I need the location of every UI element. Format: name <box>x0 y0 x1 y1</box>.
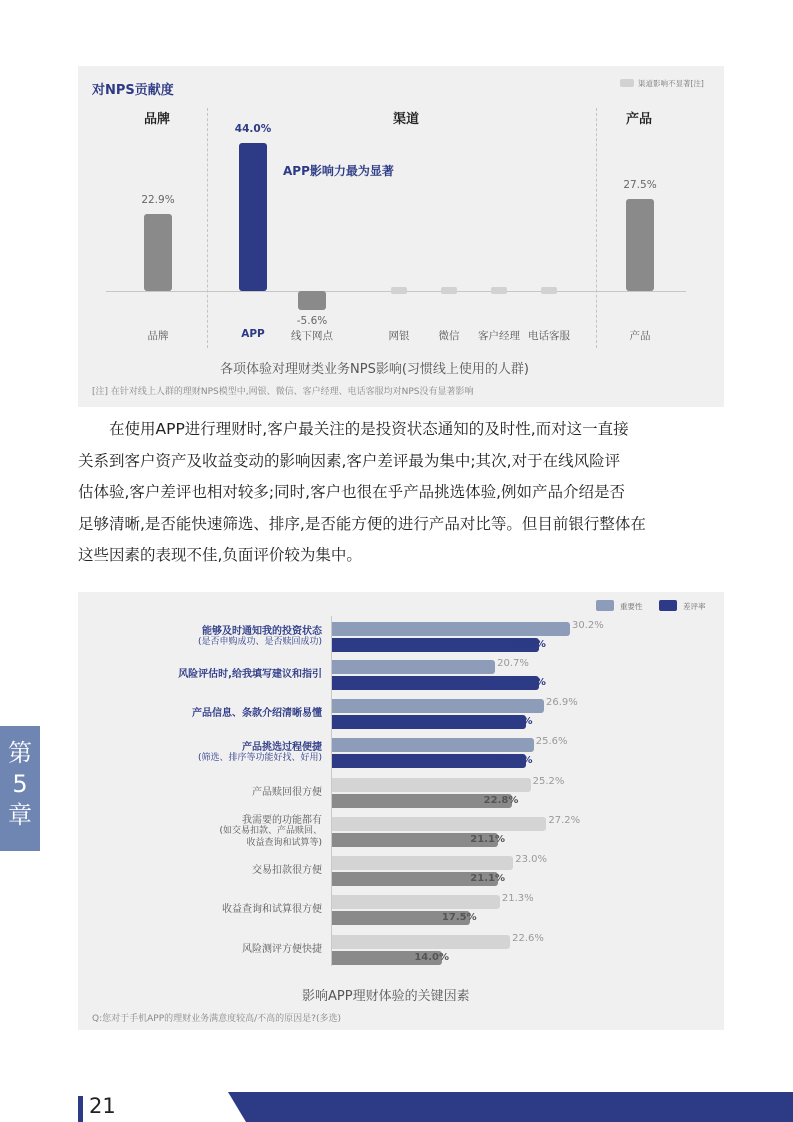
importance-value: 21.3% <box>501 893 534 904</box>
nps-bar <box>626 199 654 292</box>
nps-bar <box>239 143 267 291</box>
panel-title: 对NPS贡献度 <box>92 83 174 98</box>
nps-bar-insignificant <box>391 287 407 294</box>
nps-bar-insignificant <box>441 287 457 294</box>
importance-bar <box>332 778 531 792</box>
nps-bar-value: 27.5% <box>623 178 657 191</box>
negative-rate-bar <box>332 676 539 690</box>
nps-category-label: 线下网点 <box>291 330 333 342</box>
negative-rate-value: 24.6% <box>497 716 533 727</box>
negative-rate-value: 26.3% <box>511 677 546 688</box>
negative-rate-value: 26.3% <box>511 639 546 650</box>
nps-bar-insignificant <box>491 287 507 294</box>
factor-label: 风险评估时,给我填写建议和指引 <box>178 669 322 681</box>
importance-bar <box>332 738 534 752</box>
nps-category-label: APP <box>241 328 265 340</box>
factor-label: (如交易扣款、产品赎回、 <box>219 826 322 837</box>
page-number: 21 <box>89 1094 116 1118</box>
nps-bar-value: 44.0% <box>234 123 272 135</box>
legend-label-negative: 差评率 <box>683 602 706 611</box>
group-header-product: 产品 <box>626 112 653 127</box>
chapter-tab-char: 第 <box>8 739 32 767</box>
factor-label: 收益查询和试算等) <box>246 837 322 848</box>
paragraph-line: 在使用APP进行理财时,客户最关注的是投资状态通知的及时性,而对这一直接 <box>109 420 629 438</box>
legend-swatch-importance <box>596 600 614 611</box>
footer-band <box>228 1092 793 1122</box>
chart-caption: 影响APP理财体验的关键因素 <box>302 989 470 1004</box>
chapter-tab-char: 章 <box>8 801 32 829</box>
negative-rate-value: 21.1% <box>470 834 505 845</box>
importance-bar <box>332 817 546 831</box>
importance-bar <box>332 660 495 674</box>
importance-bar <box>332 622 570 636</box>
chart-footnote: Q:您对于手机APP的理财业务满意度较高/不高的原因是?(多选) <box>92 1014 341 1024</box>
importance-value: 20.7% <box>497 658 529 669</box>
importance-bar <box>332 699 544 713</box>
nps-category-label: 产品 <box>629 330 651 342</box>
factor-label: 产品信息、条款介绍清晰易懂 <box>192 708 322 720</box>
factor-label: 收益查询和试算很方便 <box>222 904 322 916</box>
factor-label: 产品挑选过程便捷 <box>242 741 322 753</box>
factor-label: 风险测评方便快捷 <box>242 944 322 956</box>
nps-bar <box>144 214 172 291</box>
nps-category-label: 电话客服 <box>528 330 570 342</box>
nps-category-label: 网银 <box>388 330 410 342</box>
nps-bar-value: 22.9% <box>141 193 175 206</box>
importance-value: 25.2% <box>532 776 565 787</box>
importance-value: 23.0% <box>515 854 548 865</box>
negative-rate-value: 21.1% <box>470 873 505 884</box>
nps-bar-insignificant <box>541 287 557 294</box>
nps-bar <box>298 291 326 310</box>
importance-value: 25.6% <box>535 736 568 747</box>
body-paragraph <box>78 414 724 572</box>
nps-category-label: 客户经理 <box>478 330 520 342</box>
callout-text: APP影响力最为显著 <box>283 164 394 178</box>
paragraph-line: 估体验,客户差评也相对较多;同时,客户也很在乎产品挑选体验,例如产品介绍是否 <box>78 483 626 501</box>
factor-label: 能够及时通知我的投资状态 <box>202 625 322 637</box>
importance-bar <box>332 935 510 949</box>
chapter-tab-char: 5 <box>12 770 28 798</box>
group-divider-left <box>207 108 208 348</box>
negative-rate-value: 24.6% <box>497 755 533 766</box>
negative-rate-bar <box>332 638 539 652</box>
paragraph-line: 关系到客户资产及收益变动的影响因素,客户差评最为集中;其次,对于在线风险评 <box>78 451 621 470</box>
factor-label: (筛选、排序等功能好找、好用) <box>197 753 322 763</box>
legend-label-importance: 重要性 <box>620 602 643 611</box>
negative-rate-value: 17.5% <box>441 912 477 923</box>
negative-rate-bar <box>332 754 526 768</box>
factor-label: (是否申购成功、是否赎回成功) <box>197 637 322 647</box>
paragraph-line: 足够清晰,是否能快速筛选、排序,是否能方便的进行产品对比等。但目前银行整体在 <box>78 514 646 533</box>
importance-value: 30.2% <box>572 620 604 631</box>
legend-label: 渠道影响不显著[注] <box>638 79 704 88</box>
importance-value: 22.6% <box>512 933 544 944</box>
negative-rate-value: 22.8% <box>483 795 519 806</box>
importance-bar <box>332 856 513 870</box>
factor-label: 交易扣款很方便 <box>252 865 322 877</box>
group-divider-right <box>596 108 597 348</box>
negative-rate-bar <box>332 715 526 729</box>
group-header-brand: 品牌 <box>144 112 171 127</box>
nps-bar-value: -5.6% <box>296 314 328 327</box>
negative-rate-value: 14.0% <box>414 952 450 963</box>
legend-swatch-insignificant <box>620 79 634 87</box>
legend-swatch-negative <box>659 600 677 611</box>
page-number-marker <box>78 1096 83 1122</box>
chart-caption: 各项体验对理财类业务NPS影响(习惯线上使用的人群) <box>220 362 529 377</box>
factor-label: 我需要的功能都有 <box>242 814 322 826</box>
nps-category-label: 微信 <box>438 330 460 342</box>
nps-category-label: 品牌 <box>147 330 169 342</box>
importance-value: 26.9% <box>545 697 578 708</box>
paragraph-line: 这些因素的表现不佳,负面评价较为集中。 <box>78 546 362 564</box>
importance-value: 27.2% <box>548 815 581 826</box>
importance-bar <box>332 895 500 909</box>
chapter-tab <box>0 726 40 851</box>
factor-label: 产品赎回很方便 <box>252 787 322 799</box>
group-header-channel: 渠道 <box>393 112 420 127</box>
chart-footnote: [注] 在针对线上人群的理财NPS模型中,网银、微信、客户经理、电话客服均对NPS没有显著影响 <box>92 387 474 397</box>
